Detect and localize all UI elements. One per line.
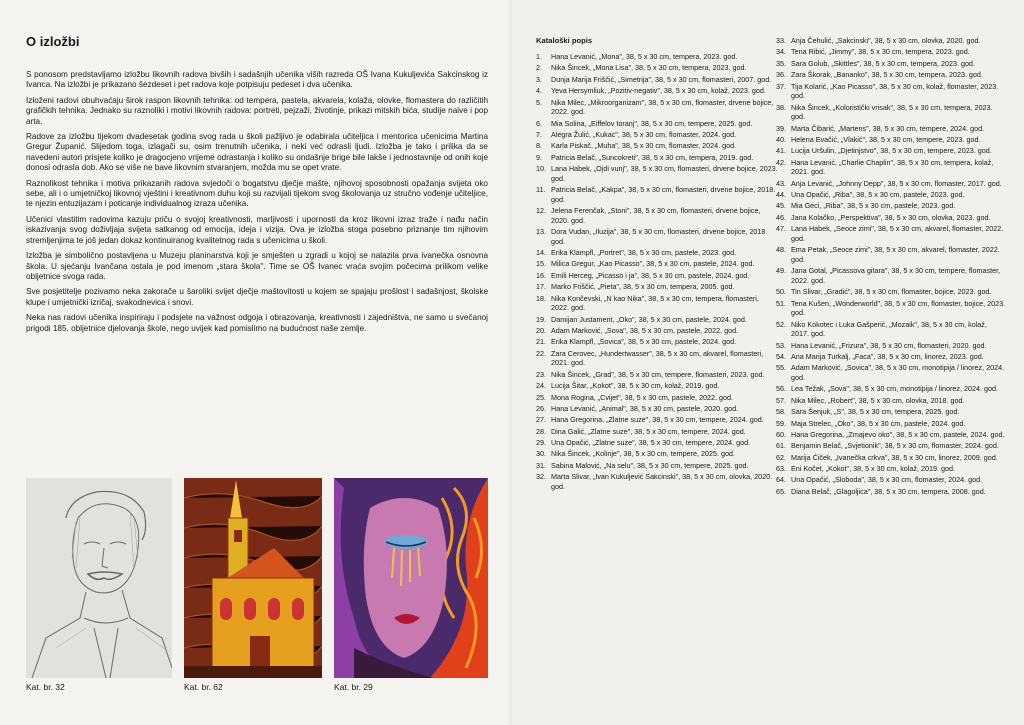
- catalog-entry-number: 17.: [536, 282, 546, 292]
- catalog-entry: [536, 404, 778, 414]
- catalog-entry: [776, 82, 1006, 101]
- catalog-entry-text: Patricia Belač, „Suncokreti", 38, 5 x 30 cm, tempera, 2019. god.: [551, 152, 754, 162]
- catalog-entry-number: 29.: [536, 438, 546, 448]
- artwork-portrait-sketch: [26, 478, 172, 678]
- catalog-entry-text: Eni Kočet, „Kokot", 38, 5 x 30 cm, kolaž, 2019. god.: [791, 464, 955, 474]
- catalog-title: Kataloški popis: [536, 36, 593, 45]
- catalog-entry-number: 31.: [536, 460, 546, 470]
- catalog-entry-text: Dunja Marija Friščić, „Simetrija", 38, 5 x 30 cm, flomasteri, 2007. god.: [551, 74, 772, 84]
- catalog-entry-text: Jana Gotal, „Picassova gitara", 38, 5 x 30 cm, tempere, flomaster, 2022. god.: [791, 266, 1001, 285]
- catalog-entry-number: 27.: [536, 415, 546, 425]
- catalog-entry-text: Tija Kolarić, „Kao Picasso", 38, 5 x 30 cm, kolaž, flomaster, 2023. god.: [791, 81, 999, 101]
- catalog-entry: [536, 98, 778, 117]
- caption: Kat. br. 29: [334, 682, 373, 692]
- catalog-entry-text: Tena Ribić, „Jimmy", 38, 5 x 30 cm, tempera, 2023. god.: [791, 47, 970, 57]
- catalog-entry-number: 2.: [536, 63, 542, 73]
- catalog-entry: [536, 461, 778, 471]
- catalog-entry: [776, 135, 1006, 145]
- catalog-entry: [776, 146, 1006, 156]
- catalog-entry-number: 60.: [776, 429, 786, 439]
- catalog-entry: [776, 430, 1006, 440]
- artwork-face-painting: [334, 478, 488, 678]
- catalog-entry-text: Lucija Uršulin, „Djetinjstvo", 38, 5 x 30 cm, tempere, 2023. god.: [791, 146, 992, 156]
- catalog-entry-number: 21.: [536, 337, 546, 347]
- catalog-entry: [776, 158, 1006, 177]
- catalog-entry: [536, 315, 778, 325]
- catalog-entry: [776, 453, 1006, 463]
- catalog-entry-number: 12.: [536, 206, 546, 216]
- catalog-entry: [536, 86, 778, 96]
- catalog-entry-text: Dora Vudan, „Iluzija", 38, 5 x 30 cm, flomasteri, drvene bojice, 2018. god.: [551, 227, 768, 246]
- catalog-entry-text: Lana Habek, „Ojdi vunj", 38, 5 x 30 cm, flomasteri, drvene bojice, 2023. god.: [551, 164, 778, 183]
- catalog-entry-text: Nika Šincek, „Mona Lisa", 38, 5 x 30 cm, tempera, 2023. god.: [551, 63, 747, 73]
- catalog-entry-text: Marija Ćiček, „Ivanečka crkva", 38, 5 x 30 cm, linorez, 2009. god.: [791, 452, 998, 462]
- catalog-entry-text: Lucija Šitar, „Kokot", 38, 5 x 30 cm, kolaž, 2019. god.: [551, 381, 720, 391]
- catalog-entry-number: 26.: [536, 403, 546, 413]
- catalog-entry: [536, 130, 778, 140]
- page-title: O izložbi: [26, 34, 80, 49]
- catalog-entry: [776, 320, 1006, 339]
- catalog-entry-text: Dina Galić, „Zlatne suze", 38, 5 x 30 cm, tempere, 2024. god.: [551, 426, 746, 436]
- catalog-entry-number: 56.: [776, 384, 786, 394]
- catalog-entry-number: 63.: [776, 464, 786, 474]
- catalog-entry-number: 45.: [776, 201, 786, 211]
- catalog-entry: [776, 201, 1006, 211]
- catalog-entry-number: 52.: [776, 319, 786, 329]
- catalog-entry-text: Benjamin Belač, „Svjetionik", 38, 5 x 30 cm, flomaster, 2024. god.: [791, 441, 999, 451]
- catalog-entry: [776, 299, 1006, 318]
- catalog-entry: [776, 179, 1006, 189]
- catalog-entry: [536, 248, 778, 258]
- catalog-entry: [536, 337, 778, 347]
- catalog-entry-number: 14.: [536, 248, 546, 258]
- catalog-entry-text: Ana Marija Turkalj, „Faca", 38, 5 x 30 cm, linorez, 2023. god.: [791, 351, 984, 361]
- catalog-entry-number: 25.: [536, 392, 546, 402]
- catalog-entry-text: Nika Šincek, „Koloristički vrisak", 38, 5 x 30 cm, tempera, 2023. god.: [791, 102, 993, 122]
- catalog-entry-number: 4.: [536, 86, 542, 96]
- catalog-entry: [536, 227, 778, 246]
- catalog-entry-text: Marta Čibarić, „Martens", 38, 5 x 30 cm, tempere, 2024. god.: [791, 123, 985, 133]
- catalog-entry-number: 40.: [776, 134, 786, 144]
- catalog-entry-text: Lana Habek, „Seoce zimi", 38, 5 x 30 cm, akvarel, flomaster, 2022. god.: [791, 224, 1004, 243]
- catalog-entry-number: 57.: [776, 395, 786, 405]
- catalog-entry-text: Anja Čehulić, „Sakcinski", 38, 5 x 30 cm, olovka, 2020. god.: [791, 36, 981, 45]
- catalog-entry: [776, 396, 1006, 406]
- catalog-entry: [776, 287, 1006, 297]
- catalog-entry-number: 55.: [776, 363, 786, 373]
- catalog-entry: [536, 438, 778, 448]
- catalog-entry: [776, 441, 1006, 451]
- catalog-entry-number: 24.: [536, 381, 546, 391]
- catalog-entry-number: 43.: [776, 178, 786, 188]
- catalog-entry-number: 20.: [536, 325, 546, 335]
- catalog-entry: [536, 381, 778, 391]
- catalog-entry: [536, 282, 778, 292]
- catalog-entry-number: 7.: [536, 129, 542, 139]
- catalog-entry: [536, 271, 778, 281]
- catalog-entry-text: Una Opačić, „Sloboda", 38, 5 x 30 cm, flomaster, 2024. god.: [791, 475, 983, 485]
- catalog-entry-text: Sabina Malović, „Na selu", 38, 5 x 30 cm, tempere, 2025. god.: [551, 460, 749, 470]
- catalog-entry-number: 61.: [776, 441, 786, 451]
- catalog-entry-number: 36.: [776, 70, 786, 80]
- catalog-entry-text: Karla Piskač, „Muha", 38, 5 x 30 cm, flomaster, 2024. god.: [551, 141, 737, 151]
- catalog-entry-number: 47.: [776, 224, 786, 234]
- catalog-entry-number: 6.: [536, 118, 542, 128]
- intro-paragraph: S ponosom predstavljamo izložbu likovnih radova bivših i sadašnjih učenika viših razreda OŠ Ivana Kukuljevića Sakcinskog iz Ivanca. Na izložbi je prikazano šezdeset i pet radova koje potpisuju pedeset i dva učenika.: [26, 70, 488, 90]
- catalog-entry: [776, 475, 1006, 485]
- catalog-entry-number: 49.: [776, 266, 786, 276]
- catalog-entry: [536, 259, 778, 269]
- catalog-entry-number: 53.: [776, 340, 786, 350]
- catalog-entry-number: 34.: [776, 47, 786, 57]
- catalog-entry-text: Tin Slivar, „Gradić", 38, 5 x 30 cm, flomaster, bojice, 2023. god.: [791, 287, 992, 297]
- catalog-entry-text: Nika Šincek, „Grad", 38, 5 x 30 cm, tempere, flomasteri, 2023. god.: [551, 369, 765, 379]
- catalog-entry-text: Zara Cerovec, „Hundertwasser", 38, 5 x 30 cm, akvarel, flomasteri, 2021. god.: [551, 348, 764, 368]
- catalog-entry-text: Damijan Justament, „Oko", 38, 5 x 30 cm, pastele, 2024. god.: [551, 314, 747, 324]
- catalog-entry: [536, 393, 778, 403]
- catalog-entry: [536, 472, 778, 491]
- catalog-entry: [776, 245, 1006, 264]
- catalog-entry-text: Jelena Ferenčak, „Stoni", 38, 5 x 30 cm, flomasteri, drvene bojice, 2020. god.: [551, 206, 761, 225]
- catalog-entry: [776, 70, 1006, 80]
- catalog-entry-text: Hana Levanić, „Mona", 38, 5 x 30 cm, tempera, 2023. god.: [551, 52, 738, 61]
- catalog-entry-number: 3.: [536, 74, 542, 84]
- catalog-entry-text: Hana Levanić, „Animal", 38, 5 x 30 cm, pastele, 2020. god.: [551, 403, 739, 413]
- catalog-entry-number: 44.: [776, 190, 786, 200]
- catalog-entry-text: Hana Levanić, „Charlie Chaplin", 38, 5 x 30 cm, tempera, kolaž, 2021. god.: [791, 157, 994, 177]
- catalog-entry-number: 13.: [536, 227, 546, 237]
- catalog-entry: [536, 449, 778, 459]
- catalog-entry-number: 30.: [536, 449, 546, 459]
- catalog-entry-number: 62.: [776, 452, 786, 462]
- catalog-entry: [776, 419, 1006, 429]
- catalog-entry-text: Nika Milec, „Mikroorganizam", 38, 5 x 30 cm, flomaster, drvene bojice, 2022. god.: [551, 97, 774, 117]
- catalog-entry-number: 1.: [536, 52, 542, 61]
- catalog-entry-text: Mia Geci, „Riba", 38, 5 x 30 cm, pastele, 2023. god.: [791, 201, 956, 211]
- catalog-entry-text: Jana Kolačko, „Perspektiva", 38, 5 x 30 cm, olovka, 2023. god.: [791, 212, 991, 222]
- caption: Kat. br. 62: [184, 682, 223, 692]
- catalog-entry: [536, 206, 778, 225]
- catalog-entry-text: Nika Milec, „Robert", 38, 5 x 30 cm, olovka, 2018. god.: [791, 395, 965, 405]
- catalog-column-2: [776, 36, 1006, 498]
- catalog-entry: [776, 341, 1006, 351]
- catalog-entry-text: Tena Kušen, „Wonderworld", 38, 5 x 30 cm, flomaster, bojice, 2023. god.: [791, 298, 1006, 318]
- catalog-entry-text: Erika Klampfl, „Portret", 38, 5 x 30 cm, pastele, 2023. god.: [551, 248, 737, 258]
- catalog-entry-number: 9.: [536, 152, 542, 162]
- catalog-entry: [536, 427, 778, 437]
- catalog-entry-number: 59.: [776, 418, 786, 428]
- catalog-entry-number: 39.: [776, 123, 786, 133]
- catalog-entry-number: 46.: [776, 212, 786, 222]
- catalog-entry: [776, 363, 1006, 382]
- catalog-entry-text: Sara Šenjuk, „S", 38, 5 x 30 cm, tempera, 2025. god.: [791, 407, 960, 417]
- catalog-entry-text: Niko Kokotec i Luka Gašperić, „Mozaik", 38, 5 x 30 cm, kolaž, 2017. god.: [791, 319, 987, 339]
- catalog-entry: [776, 59, 1006, 69]
- catalog-entry: [776, 124, 1006, 134]
- catalog-entry: [536, 294, 778, 313]
- catalog-entry: [776, 103, 1006, 122]
- catalog-entry-text: Hana Gregorina, „Zlatne suze", 38, 5 x 30 cm, tempere, 2024. god.: [551, 415, 764, 425]
- catalog-entry-text: Hana Levanić, „Frizura", 38, 5 x 30 cm, flomasteri, 2020. god.: [791, 340, 987, 350]
- catalog-entry-text: Una Opačić, „Riba", 38, 5 x 30 cm, pastele, 2023. god.: [791, 190, 965, 200]
- catalog-entry: [536, 119, 778, 129]
- catalog-entry-number: 28.: [536, 426, 546, 436]
- catalog-entry-text: Lea Težak, „Sova", 38, 5 x 30 cm, monotipija / linorez, 2024. god.: [791, 384, 998, 394]
- intro-paragraph: Učenici vlastitim radovima kazuju priču o svojoj kreativnosti, marljivosti i upornosti da kroz likovni izraz traže i nađu način iskazivanja svog doživljaja svijeta satkanog od emocija, ideja i vizija. Ova je izložba stoga posebno priznanje tim njihovim stremljenjima te još jedan dokaz kontinuiranog kvalitetnog rada s učenicima u školi.: [26, 214, 488, 245]
- intro-paragraph: Neka nas radovi učenika inspiriraju i podsjete na važnost odgoja i obrazovanja, kreativnosti i zajedništva, ne samo u svečanoj prigodi 185. obljetnice djelovanja škole, nego uvijek kad pomislimo na budućnost naše zemlje.: [26, 313, 488, 333]
- catalog-entry: [776, 384, 1006, 394]
- catalog-entry-text: Hana Gregorina, „Zmajevo oko", 38, 5 x 30 cm, pastele, 2024. god.: [791, 429, 1005, 439]
- catalog-entry-text: Yeva Hersymliuk, „Pozitiv-negativ", 38, 5 x 30 cm, kolaž, 2023. god.: [551, 86, 766, 96]
- catalog-entry: [776, 352, 1006, 362]
- catalog-entry-number: 51.: [776, 298, 786, 308]
- catalog-entry-text: Marko Friščić, „Pieta", 38, 5 x 30 cm, tempera, 2005. god.: [551, 282, 735, 292]
- artwork-gallery: [26, 478, 488, 692]
- catalog-entry-text: Patricia Belač, „Kakpa", 38, 5 x 30 cm, flomasteri, drvene bojice, 2018. god.: [551, 185, 776, 204]
- catalog-entry-number: 23.: [536, 369, 546, 379]
- catalog-entry-number: 50.: [776, 287, 786, 297]
- catalog-entry: [536, 185, 778, 204]
- catalog-entry: [536, 370, 778, 380]
- catalog-entry-text: Emili Herceg, „Picasso i ja", 38, 5 x 30 cm, pastele, 2024. god.: [551, 270, 750, 280]
- catalog-entry-number: 42.: [776, 157, 786, 167]
- catalog-entry-text: Maja Strelec, „Oko", 38, 5 x 30 cm, pastele, 2024. god.: [791, 418, 966, 428]
- catalog-entry-number: 38.: [776, 102, 786, 112]
- catalog-entry: [776, 224, 1006, 243]
- catalog-entry-number: 37.: [776, 81, 786, 91]
- intro-paragraph: Radove za izložbu tijekom dvadesetak godina svog rada u školi pažljivo je odabirala učiteljica i mentorica učenicima Martina Gregur Županić. Slijedom toga, izlagači su, osim trenutnih učenika, i neki već odrasli ljudi. Izložba je tako i prilika da se navedeni autori prisjete koliko je dragocjeno vrijeme odrastanja i koliko su ondašnje brige bile lakše i jednostavnije od onih koje donosi odrasla dob. Ako se više ne bave likovnim stvaranjem, možda mu se opet vrate.: [26, 132, 488, 173]
- catalog-entry: [776, 487, 1006, 497]
- catalog-entry-text: Zara Škorak, „Bananko", 38, 5 x 30 cm, tempera, 2023. god.: [791, 70, 983, 80]
- catalog-entry-text: Mia Solina, „Eiffelov toranj", 38, 5 x 30 cm, tempere, 2025. god.: [551, 118, 753, 128]
- catalog-entry-text: Anja Levanić, „Johnny Depp", 38, 5 x 30 cm, flomaster, 2017. god.: [791, 178, 1002, 188]
- catalog-entry-number: 15.: [536, 259, 546, 269]
- catalog-entry: [536, 63, 778, 73]
- catalog-entry-text: Mona Rogina, „Cvijet", 38, 5 x 30 cm, pastele, 2022. god.: [551, 392, 733, 402]
- catalog-entry: [776, 36, 1006, 46]
- catalog-entry: [776, 464, 1006, 474]
- catalog-column-1: [536, 52, 778, 493]
- catalog-entry: [776, 47, 1006, 57]
- catalog-entry: [536, 326, 778, 336]
- catalog-entry: [776, 213, 1006, 223]
- catalog-entry-number: 19.: [536, 314, 546, 324]
- catalog-entry-number: 22.: [536, 348, 546, 358]
- catalog-entry-text: Milica Gregur, „Kao Picasso", 38, 5 x 30 cm, pastele, 2024. god.: [551, 259, 755, 269]
- catalog-entry-number: 35.: [776, 58, 786, 68]
- catalog-entry: [776, 190, 1006, 200]
- catalog-entry: [536, 153, 778, 163]
- catalog-entry-number: 64.: [776, 475, 786, 485]
- catalog-entry-number: 65.: [776, 486, 786, 496]
- catalog-entry-number: 32.: [536, 472, 546, 482]
- catalog-entry: [776, 407, 1006, 417]
- catalog-entry-text: Sara Golub, „Skittles", 38, 5 x 30 cm, tempera, 2023. god.: [791, 58, 975, 68]
- catalog-entry-number: 8.: [536, 141, 542, 151]
- catalog-entry-number: 5.: [536, 97, 542, 107]
- catalog-entry: [536, 349, 778, 368]
- catalog-entry-text: Marta Slivar, „Ivan Kukuljević Sakcinski", 38, 5 x 30 cm, olovka, 2020. god.: [551, 472, 773, 491]
- catalog-entry-number: 48.: [776, 245, 786, 255]
- catalog-entry-number: 58.: [776, 407, 786, 417]
- catalog-entry-number: 41.: [776, 146, 786, 156]
- catalog-entry-text: Una Opačić, „Zlatne suze", 38, 5 x 30 cm, tempere, 2024. god.: [551, 438, 751, 448]
- intro-paragraph: Izložba je simbolično postavljena u Muzeju planinarstva koji je smješten u zgradi u kojoj se nalazila prva ivanečka osnovna škola. U sjećanju Ivančana ostala je pod imenom „stara škola". Time se OŠ Ivanec vraća svojim počecima prilikom velike obljetnice svoga rada.: [26, 251, 488, 281]
- catalog-entry-text: Adam Marković, „Sovica", 38, 5 x 30 cm, monotipija / linorez, 2024. god.: [791, 363, 1005, 382]
- catalog-entry: [536, 141, 778, 151]
- catalog-entry-text: Nika Končevski, „N kao Nika", 38, 5 x 30 cm, tempera, flomasteri, 2022. god.: [551, 293, 759, 313]
- catalog-entry-text: Nika Šincek, „Kolinje", 38, 5 x 30 cm, tempere, 2025. god.: [551, 449, 735, 459]
- artwork-church-painting: [184, 478, 322, 678]
- intro-paragraph: Izloženi radovi obuhvaćaju širok raspon likovnih tehnika: od tempera, pastela, akvarela, kolaža, olovke, flomastera do različitih grafičkih tehnika. Jednako su raznoliki i motivi likovnih radova: portreti, pejzaži, životinje, prikazi mitskih bića, studije naive i pop arta.: [26, 95, 488, 126]
- catalog-entry-text: Erika Klampfl, „Sovica", 38, 5 x 30 cm, pastele, 2024. god.: [551, 337, 737, 347]
- catalog-entry-text: Diana Belač, „Glagoljica", 38, 5 x 30 cm, tempera, 2008. god.: [791, 486, 986, 496]
- caption: Kat. br. 32: [26, 682, 65, 692]
- catalog-entry: [776, 266, 1006, 285]
- intro-paragraph: Sve posjetitelje pozivamo neka zakorače u šaroliki svijet dječje maštovitosti u kojem se spajaju prošlost i sadašnjost, školske klupe i umjetnički izričaj, svakodnevica i snovi.: [26, 287, 488, 307]
- catalog-entry: [536, 415, 778, 425]
- catalog-entry-number: 18.: [536, 293, 546, 303]
- intro-paragraph: Raznolikost tehnika i motiva prikazanih radova svjedoči o bogatstvu dječje mašte, njihovoj sposobnosti opažanja svijeta oko sebe, ali i o umjetničkoj likovnoj vještini i kreativnom duhu koji su razvijali tijekom svog školovanja uz stručno vođenje učiteljice, te njezin entuzijazam i poticanje individualnog izraza učenika.: [26, 178, 488, 209]
- catalog-entry-number: 16.: [536, 270, 546, 280]
- catalog-entry-number: 33.: [776, 36, 786, 45]
- catalog-entry-number: 11.: [536, 185, 546, 195]
- catalog-entry: [536, 164, 778, 183]
- catalog-entry-number: 10.: [536, 164, 546, 174]
- catalog-entry: [536, 75, 778, 85]
- intro-text: [26, 70, 488, 339]
- catalog-entry: [536, 52, 778, 62]
- catalog-entry-text: Ema Petak, „Seoce zimi", 38, 5 x 30 cm, akvarel, flomaster, 2022. god.: [791, 245, 1000, 264]
- catalog-entry-text: Alegra Žulić, „Kukac", 38, 5 x 30 cm, flomaster, 2024. god.: [551, 129, 737, 139]
- catalog-entry-text: Helena Evačić, „Vlakić", 38, 5 x 30 cm, tempere, 2023. god.: [791, 134, 981, 144]
- catalog-entry-text: Adam Marković, „Sova", 38, 5 x 30 cm, pastele, 2022. god.: [551, 325, 739, 335]
- catalog-entry-number: 54.: [776, 351, 786, 361]
